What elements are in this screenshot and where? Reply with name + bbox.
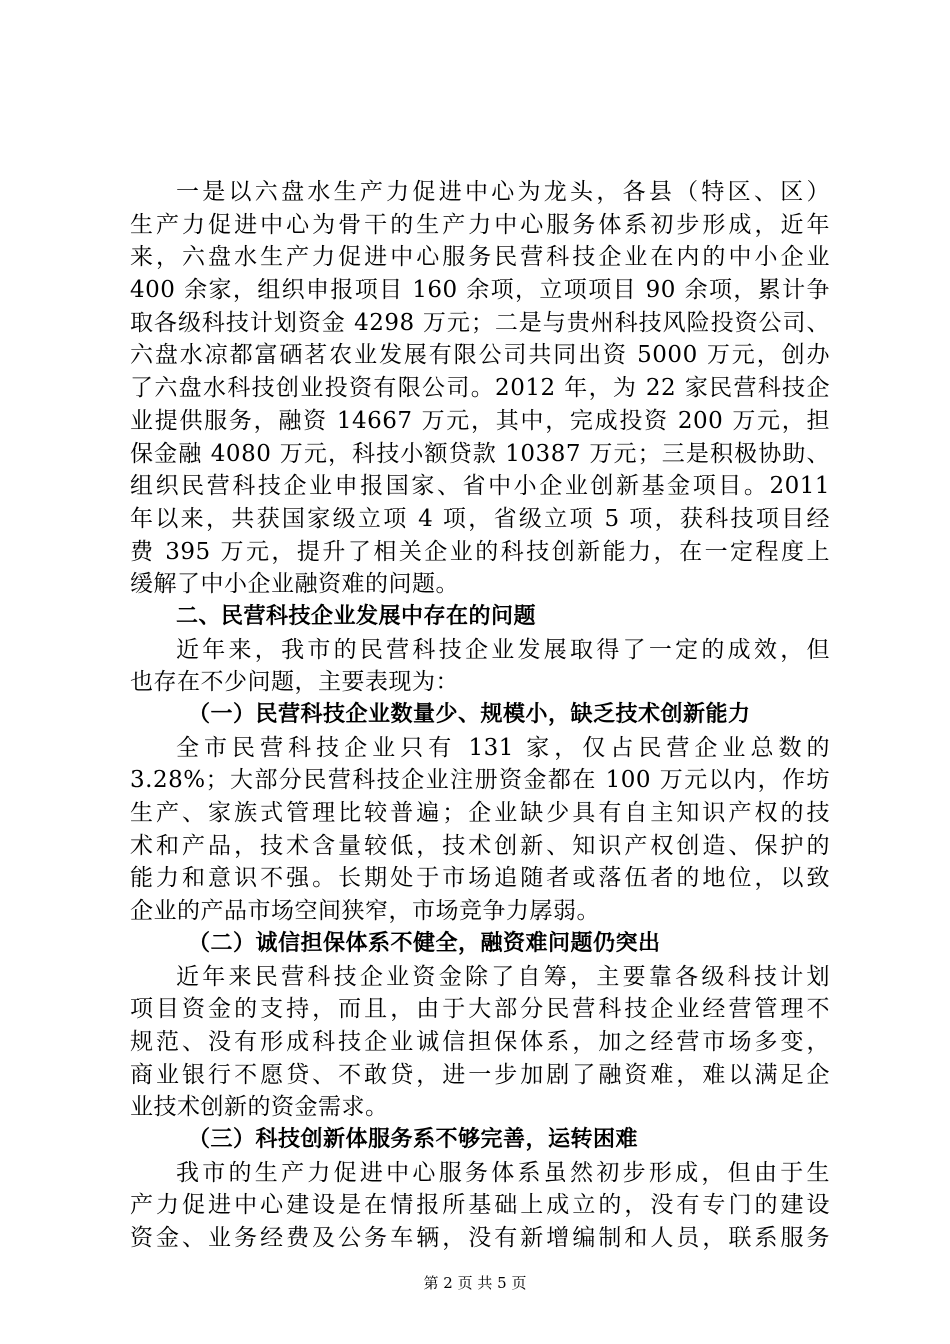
document-body [130, 176, 830, 1255]
paragraph-line: 企业的产品市场空间狭窄，市场竞争力孱弱。 [130, 898, 600, 925]
paragraph-line: 缓解了中小企业融资难的问题。 [130, 571, 459, 598]
paragraph-line: 保金融 4080 万元，科技小额贷款 10387 万元；三是积极协助、 [130, 440, 830, 467]
paragraph-line: 也存在不少问题，主要表现为： [130, 669, 459, 696]
page-footer [0, 1272, 950, 1293]
paragraph-line: 了六盘水科技创业投资有限公司。2012 年，为 22 家民营科技企 [130, 375, 830, 402]
paragraph-line: 来，六盘水生产力促进中心服务民营科技企业在内的中小企业 [130, 244, 830, 271]
paragraph-line: 年以来，共获国家级立项 4 项，省级立项 5 项，获科技项目经 [130, 505, 830, 532]
paragraph-line: 六盘水凉都富硒茗农业发展有限公司共同出资 5000 万元，创办 [130, 342, 830, 369]
page-number-label: 第 2 页 共 5 页 [423, 1274, 527, 1292]
section-heading: 二、民营科技企业发展中存在的问题 [176, 603, 537, 629]
paragraph-line: 生产力促进中心为骨干的生产力中心服务体系初步形成，近年 [130, 211, 830, 238]
paragraph-line: 近年来民营科技企业资金除了自筹，主要靠各级科技计划 [176, 963, 830, 990]
paragraph-line: 全市民营科技企业只有 131 家，仅占民营企业总数的 [176, 734, 830, 761]
paragraph-line: 取各级科技计划资金 4298 万元；二是与贵州科技风险投资公司、 [130, 309, 830, 336]
paragraph-line: 生产、家族式管理比较普遍；企业缺少具有自主知识产权的技 [130, 800, 830, 827]
paragraph-line: 400 余家，组织申报项目 160 余项，立项项目 90 余项，累计争 [130, 277, 830, 304]
paragraph-line: 能力和意识不强。长期处于市场追随者或落伍者的地位，以致 [130, 865, 830, 892]
paragraph-line: 近年来，我市的民营科技企业发展取得了一定的成效，但 [176, 636, 830, 663]
paragraph-line: 商业银行不愿贷、不敢贷，进一步加剧了融资难，难以满足企 [130, 1061, 830, 1088]
section-heading: （三）科技创新体服务系不够完善，运转困难 [188, 1126, 639, 1152]
paragraph-line: 业提供服务，融资 14667 万元，其中，完成投资 200 万元，担 [130, 407, 830, 434]
section-heading: （二）诚信担保体系不健全，融资难问题仍突出 [188, 930, 661, 956]
paragraph-line: 术和产品，技术含量较低，技术创新、知识产权创造、保护的 [130, 832, 830, 859]
paragraph-line: 业技术创新的资金需求。 [130, 1094, 389, 1121]
section-heading: （一）民营科技企业数量少、规模小，缺乏技术创新能力 [188, 702, 751, 727]
paragraph-line: 规范、没有形成科技企业诚信担保体系，加之经营市场多变， [130, 1028, 830, 1055]
paragraph-line: 项目资金的支持，而且，由于大部分民营科技企业经营管理不 [130, 996, 830, 1023]
paragraph-line: 资金、业务经费及公务车辆，没有新增编制和人员，联系服务 [130, 1225, 830, 1251]
paragraph-line: 一是以六盘水生产力促进中心为龙头，各县（特区、区） [176, 179, 830, 205]
paragraph-line: 3.28%；大部分民营科技企业注册资金都在 100 万元以内，作坊 [130, 767, 830, 794]
paragraph-line: 组织民营科技企业申报国家、省中小企业创新基金项目。2011 [130, 473, 830, 500]
paragraph-line: 我市的生产力促进中心服务体系虽然初步形成，但由于生 [176, 1159, 830, 1186]
paragraph-line: 费 395 万元，提升了相关企业的科技创新能力，在一定程度上 [130, 538, 830, 565]
paragraph-line: 产力促进中心建设是在情报所基础上成立的，没有专门的建设 [130, 1192, 830, 1219]
